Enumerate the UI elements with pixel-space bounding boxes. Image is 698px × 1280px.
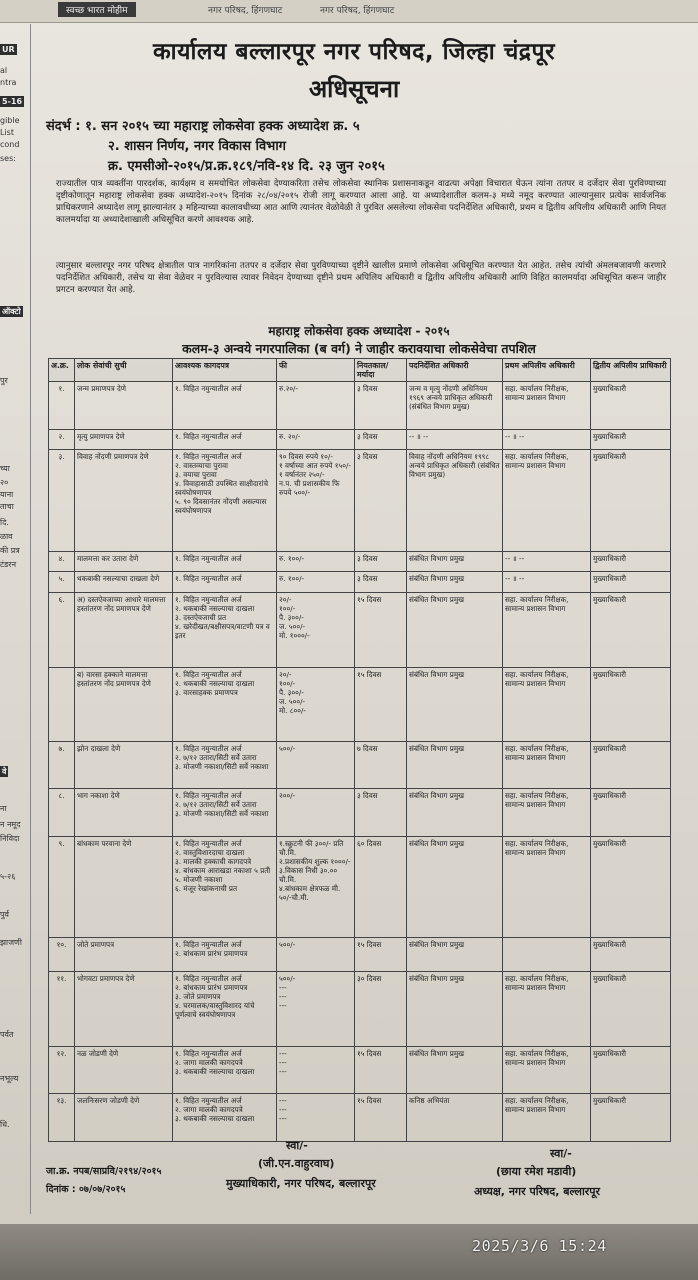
cell-fee: २०/- १००/- पै. ३००/- ज. ५००/- मो. १०००/- bbox=[277, 593, 355, 667]
cell-fee: रु. २०/- bbox=[277, 429, 355, 450]
table-row bbox=[49, 593, 671, 667]
cell-documents: १. विहित नमुन्यातील अर्ज २. वास्तव्याचा पुरावा ३. वयाचा पुरावा ४. विवाहासाठी उपस्थित साक्षीदारांचे स्वयंघोषणापत्र ५. ९० दिवसानंतर नोंदणी असल्यास स्वयंघोषणापत्र bbox=[173, 450, 277, 551]
left-fragment: List bbox=[0, 128, 14, 137]
notice-title: अधिसूचना bbox=[308, 75, 400, 103]
cell-designated-officer: विवाह नोंदणी अधिनियम १९९८ अन्वये प्राधिकृत अधिकारी (संबंधित विभाग प्रमुख) bbox=[407, 450, 503, 551]
cell-time-limit: ३ दिवस bbox=[355, 450, 407, 551]
top-strip-mid-label: नगर परिषद, हिंगणघाट bbox=[208, 6, 283, 16]
cell-time-limit: ६० दिवस bbox=[355, 837, 407, 938]
left-fragment: न नमूद bbox=[0, 820, 21, 829]
cell-second-appellate: मुख्याधिकारी bbox=[591, 1046, 671, 1094]
cell-designated-officer: जन्म व मृत्यु नोंदणी अधिनियम १९६९ अन्वये प्राधिकृत अधिकारी (संबंधित विभाग प्रमुख) bbox=[407, 382, 503, 430]
cell-first-appellate: सहा. कार्यालय निरीक्षक, सामान्य प्रशासन विभाग bbox=[503, 1046, 591, 1094]
left-fragment: पुर bbox=[0, 376, 8, 385]
cell-first-appellate: सहा. कार्यालय निरीक्षक, सामान्य प्रशासन विभाग bbox=[503, 972, 591, 1046]
cell-designated-officer: संबंधित विभाग प्रमुख bbox=[407, 938, 503, 972]
table-row bbox=[49, 551, 671, 572]
cell-serial: ५. bbox=[49, 572, 75, 593]
cell-serial: १२. bbox=[49, 1046, 75, 1094]
table-row bbox=[49, 1046, 671, 1094]
cell-second-appellate: मुख्याधिकारी bbox=[591, 667, 671, 741]
top-strip bbox=[0, 0, 698, 23]
top-strip-left-label: स्वच्छ भारत मोहीम bbox=[58, 2, 136, 17]
cell-documents: १. विहित नमुन्यातील अर्ज २. थकबाकी नसल्याचा दाखला ३. वारसाहक्क प्रमाणपत्र bbox=[173, 667, 277, 741]
cell-designated-officer: संबंधित विभाग प्रमुख bbox=[407, 572, 503, 593]
left-fragment: झाजणी bbox=[0, 938, 22, 947]
cell-serial: १. bbox=[49, 382, 75, 430]
cell-serial: ३. bbox=[49, 450, 75, 551]
cell-fee: ५००/- bbox=[277, 938, 355, 972]
left-fragment: gible bbox=[0, 116, 20, 125]
cell-service: जलनिःसरण जोडणी देणे bbox=[75, 1094, 173, 1142]
cell-time-limit: ३ दिवस bbox=[355, 382, 407, 430]
cell-designated-officer: कनिष्ठ अभियंता bbox=[407, 1094, 503, 1142]
cell-time-limit: ३ दिवस bbox=[355, 572, 407, 593]
cell-documents: १. विहित नमुन्यातील अर्ज २. जागा मालकी कागदपत्रे ३. थकबाकी नसल्याचा दाखला bbox=[173, 1094, 277, 1142]
cell-second-appellate: मुख्याधिकारी bbox=[591, 837, 671, 938]
cell-fee: २०/- १००/- पै. ३००/- ज. ५००/- मो. ८००/- bbox=[277, 667, 355, 741]
table-header-row bbox=[49, 359, 671, 382]
cell-fee: रु. १००/- bbox=[277, 551, 355, 572]
cell-documents: १. विहित नमुन्यातील अर्ज २. वास्तुविशारदाचा दाखला ३. मालकी हक्काची कागदपत्रे ४. बांधकाम आराखडा नकाशा ५ प्रती ५. मोजणी नकाशा ६. मंजूर रेखांकनाची प्रत bbox=[173, 837, 277, 938]
cell-fee: २००/- bbox=[277, 789, 355, 837]
cell-serial: ८. bbox=[49, 789, 75, 837]
cell-serial: ९. bbox=[49, 837, 75, 938]
cell-serial: ४. bbox=[49, 551, 75, 572]
photo-timestamp: 2025/3/6 15:24 bbox=[472, 1237, 607, 1255]
left-signatory-designation: मुख्याधिकारी, नगर परिषद, बल्लारपूर bbox=[226, 1177, 376, 1190]
cell-second-appellate: मुख्याधिकारी bbox=[591, 972, 671, 1046]
intro-paragraph-1: राज्यातील पात्र व्यक्तींना पारदर्शक, कार्यक्षम व समयोचित लोकसेवा देण्याकरिता तसेच लोकसेवा स्थानिक प्रशासनाकडून वाढत्या अपेक्षा विचारात घेऊन त्यांना ततपर व दर्जेदार सेवा पुरविण्याच्या दृष्टीकोणातून महाराष्ट्र लोकसेवा हक्क अध्यादेश-२०१५ दिनांक २८/०४/२०१५ रोजी लागू करण्यात आला आहे. या अध्यादेशातील कलम-३ मध्ये नमूद करण्यात आल्यानुसार प्रत्येक सार्वजनिक प्राधिकरणाने अध्यादेश लागू झाल्यानंतर ३ महिन्याच्या कालावधीच्या आत आणि त्यानंतर वेळोवेळी ते पुरवित असलेल्या लोकसेवा पदनिर्देशित अधिकारी, प्रथम व द्वितीय अपिलीय अधिकारी आणि नियत कालमर्यादा या अध्यादेशाखाली अधिसूचित करणे आवश्यक आहे. bbox=[56, 179, 666, 225]
cell-first-appellate: सहा. कार्यालय निरीक्षक, सामान्य प्रशासन विभाग bbox=[503, 741, 591, 789]
left-fragment: धि. bbox=[0, 1120, 10, 1129]
cell-serial: ११. bbox=[49, 972, 75, 1046]
left-fragment: पुर्व bbox=[0, 910, 9, 919]
cell-fee: --- --- --- bbox=[277, 1046, 355, 1094]
cell-serial: २. bbox=[49, 429, 75, 450]
cell-first-appellate: सहा. कार्यालय निरीक्षक, सामान्य प्रशासन विभाग bbox=[503, 789, 591, 837]
left-fragment: ntra bbox=[0, 78, 17, 87]
cell-service: भाग नकाशा देणे bbox=[75, 789, 173, 837]
cell-first-appellate: सहा. कार्यालय निरीक्षक, सामान्य प्रशासन विभाग bbox=[503, 450, 591, 551]
cell-documents: १. विहित नमुन्यातील अर्ज २. ७/१२ उतारा/सिटी सर्वे उतारा ३. मोजणी नकाशा/सिटी सर्वे नकाशा bbox=[173, 789, 277, 837]
left-fragment: al bbox=[0, 66, 8, 75]
right-signatory-name: (छाया रमेश मडावी) bbox=[496, 1165, 577, 1178]
left-fragment: ऑक्टो bbox=[2, 307, 21, 316]
left-fragment: च्या bbox=[0, 464, 10, 473]
cell-service: झोन दाखला देणे bbox=[75, 741, 173, 789]
cell-documents: १. विहित नमुन्यातील अर्ज bbox=[173, 551, 277, 572]
cell-serial: १०. bbox=[49, 938, 75, 972]
column-header: अ.क्र. bbox=[49, 359, 75, 382]
left-fragment: टंडरन bbox=[0, 560, 17, 569]
left-fragment: की प्रत्र bbox=[0, 546, 20, 555]
cell-fee: रु.२०/- bbox=[277, 382, 355, 430]
cell-fee: --- --- --- bbox=[277, 1094, 355, 1142]
reference-line-3: क्र. एमसीओ-२०१५/प्र.क्र.१८९/नवि-१४ दि. २३ जुन २०१५ bbox=[108, 159, 385, 174]
cell-first-appellate: सहा. कार्यालय निरीक्षक, सामान्य प्रशासन विभाग bbox=[503, 593, 591, 667]
cell-service: अ) दस्तऐवजाच्या आधारे मालमत्ता हस्तांतरण नोंद प्रमाणपत्र देणे bbox=[75, 593, 173, 667]
column-header: प्रथम अपिलीय अधिकारी bbox=[503, 359, 591, 382]
left-fragment: याना bbox=[0, 490, 14, 499]
cell-fee: ५००/- bbox=[277, 741, 355, 789]
right-signature-label: स्वा/- bbox=[550, 1147, 572, 1160]
cell-first-appellate: -- ॥ -- bbox=[503, 551, 591, 572]
cell-serial bbox=[49, 667, 75, 741]
table-row bbox=[49, 572, 671, 593]
cell-time-limit: १५ दिवस bbox=[355, 1094, 407, 1142]
column-header: आवश्यक कागदपत्र bbox=[173, 359, 277, 382]
cell-second-appellate: मुख्याधिकारी bbox=[591, 551, 671, 572]
right-signatory-designation: अध्यक्ष, नगर परिषद, बल्लारपूर bbox=[474, 1185, 601, 1198]
cell-fee: ९० दिवस रुपये १०/- १ वर्षाच्या आत रुपये १५०/- १ वर्षानंतर २५०/- न.प. ची प्रशासकीय फि रुपये ५००/- bbox=[277, 450, 355, 551]
cell-fee: ५००/- --- --- --- bbox=[277, 972, 355, 1046]
cell-time-limit: १५ दिवस bbox=[355, 1046, 407, 1094]
left-fragment: ५-२६ bbox=[0, 872, 16, 881]
services-table bbox=[48, 358, 671, 1142]
table-row bbox=[49, 667, 671, 741]
column-header: लोक सेवांची सुची bbox=[75, 359, 173, 382]
left-fragment: UR bbox=[2, 45, 15, 54]
table-row bbox=[49, 741, 671, 789]
cell-designated-officer: संबंधित विभाग प्रमुख bbox=[407, 837, 503, 938]
cell-designated-officer: संबंधित विभाग प्रमुख bbox=[407, 593, 503, 667]
cell-time-limit: ३ दिवस bbox=[355, 789, 407, 837]
cell-time-limit: १५ दिवस bbox=[355, 593, 407, 667]
services-subheading: कलम-३ अन्वये नगरपालिका (ब वर्ग) ने जाहीर करावयाचा लोकसेवेचा तपशिल bbox=[182, 341, 536, 356]
cell-second-appellate: मुख्याधिकारी bbox=[591, 741, 671, 789]
cell-service: नळ जोडणी देणे bbox=[75, 1046, 173, 1094]
cell-fee: रु. १००/- bbox=[277, 572, 355, 593]
cell-time-limit: ७ दिवस bbox=[355, 741, 407, 789]
left-fragment: ताचा bbox=[0, 502, 14, 511]
table-row bbox=[49, 450, 671, 551]
table-row bbox=[49, 1094, 671, 1142]
left-fragment: २० bbox=[0, 478, 9, 487]
table-row bbox=[49, 938, 671, 972]
cell-time-limit: १५ दिवस bbox=[355, 938, 407, 972]
table-row bbox=[49, 789, 671, 837]
table-row bbox=[49, 382, 671, 430]
notice-date: दिनांक : ०७/०७/२०१५ bbox=[46, 1184, 126, 1195]
cell-time-limit: ३० दिवस bbox=[355, 972, 407, 1046]
table-row bbox=[49, 429, 671, 450]
dispatch-number: जा.क्र. नपब/साप्रवि/२१९४/२०१५ bbox=[46, 1166, 162, 1177]
cell-first-appellate: सहा. कार्यालय निरीक्षक, सामान्य प्रशासन विभाग bbox=[503, 837, 591, 938]
cell-time-limit: १५ दिवस bbox=[355, 667, 407, 741]
cell-second-appellate: मुख्याधिकारी bbox=[591, 593, 671, 667]
cell-documents: १. विहित नमुन्यातील अर्ज २. ७/१२ उतारा/सिटी सर्वे उतारा ३. मोजणी नकाशा/सिटी सर्वे नकाशा bbox=[173, 741, 277, 789]
cell-serial: ६. bbox=[49, 593, 75, 667]
cell-service: थकबाकी नसल्याचा दाखला देणे bbox=[75, 572, 173, 593]
cell-documents: १. विहित नमुन्यातील अर्ज bbox=[173, 429, 277, 450]
official-notice bbox=[34, 28, 684, 1223]
cell-first-appellate: सहा. कार्यालय निरीक्षक, सामान्य प्रशासन विभाग bbox=[503, 667, 591, 741]
column-header: पदनिर्देशित अधिकारी bbox=[407, 359, 503, 382]
left-fragment: पर्वत bbox=[0, 1030, 14, 1039]
left-fragment: ses: bbox=[0, 154, 16, 163]
column-header: नियतकाल/ मर्यादा bbox=[355, 359, 407, 382]
column-header: द्वितीय अपिलीय प्राधिकारी bbox=[591, 359, 671, 382]
cell-service: ब) वारसा हक्काने मालमत्ता हस्तांतरण नोंद प्रमाणपत्र देणे bbox=[75, 667, 173, 741]
cell-documents: १. विहित नमुन्यातील अर्ज २. बांधकाम प्रारंभ प्रमाणपत्र ३. जोते प्रमाणपत्र ४. घरमालक/वास्तुविशारद यांचे पूर्णत्वाचे स्वयंघोषणापत्र bbox=[173, 972, 277, 1046]
left-fragment: दि. bbox=[0, 518, 9, 527]
left-fragment: 5-16 bbox=[2, 97, 23, 106]
cell-time-limit: ३ दिवस bbox=[355, 551, 407, 572]
left-fragment: ना bbox=[0, 804, 7, 813]
left-fragment: cond bbox=[0, 140, 20, 149]
cell-second-appellate: मुख्याधिकारी bbox=[591, 429, 671, 450]
intro-paragraph-2: त्यानुसार बल्लारपूर नगर परिषद क्षेत्रातील पात्र नागरिकांना ततपर व दर्जेदार सेवा पुरविण्याच्या दृष्टीने खालील प्रमाणे लोकसेवा अधिसूचित करण्यात येत आहेत. तसेच त्यांची अंमलबजावणी करणारे पदनिर्देशित अधिकारी, तसेच या सेवा वेळेवर न पुरविल्यास त्यावर निवेदन देण्याच्या दृष्टीने प्रथम अपिलिय अधिकारी व द्वितीय अपिलीय अधिकारी आणि विहित कालमर्यादा अधिसूचित करून जाहीर प्रगटन करण्यात येत आहे. bbox=[56, 261, 666, 295]
cell-second-appellate: मुख्याधिकारी bbox=[591, 382, 671, 430]
cell-first-appellate: -- ॥ -- bbox=[503, 429, 591, 450]
cell-second-appellate: मुख्याधिकारी bbox=[591, 450, 671, 551]
cell-second-appellate: मुख्याधिकारी bbox=[591, 572, 671, 593]
cell-first-appellate: सहा. कार्यालय निरीक्षक, सामान्य प्रशासन विभाग bbox=[503, 382, 591, 430]
cell-second-appellate: मुख्याधिकारी bbox=[591, 789, 671, 837]
cell-serial: १३. bbox=[49, 1094, 75, 1142]
cell-documents: १. विहित नमुन्यातील अर्ज bbox=[173, 382, 277, 430]
table-row bbox=[49, 972, 671, 1046]
adjacent-column-fragments bbox=[0, 24, 31, 1214]
cell-service: जन्म प्रमाणपत्र देणे bbox=[75, 382, 173, 430]
cell-first-appellate: सहा. कार्यालय निरीक्षक, सामान्य प्रशासन विभाग bbox=[503, 1094, 591, 1142]
left-fragment: निविदा bbox=[0, 834, 20, 843]
office-heading: कार्यालय बल्लारपूर नगर परिषद, जिल्हा चंद्रपूर bbox=[152, 39, 555, 65]
table-row bbox=[49, 837, 671, 938]
reference-line-2: २. शासन निर्णय, नगर विकास विभाग bbox=[108, 139, 287, 154]
cell-designated-officer: संबंधित विभाग प्रमुख bbox=[407, 551, 503, 572]
cell-documents: १. विहित नमुन्यातील अर्ज २. बांधकाम प्रारंभ प्रमाणपत्र bbox=[173, 938, 277, 972]
cell-first-appellate: -- ॥ -- bbox=[503, 572, 591, 593]
column-header: फी bbox=[277, 359, 355, 382]
left-signatory-name: (जी.एन.वाहुरवाघ) bbox=[258, 1157, 335, 1170]
cell-serial: ७. bbox=[49, 741, 75, 789]
cell-service: भोगवटा प्रमाणपत्र देणे bbox=[75, 972, 173, 1046]
cell-service: बांधकाम परवाना देणे bbox=[75, 837, 173, 938]
cell-designated-officer: संबंधित विभाग प्रमुख bbox=[407, 789, 503, 837]
cell-designated-officer: संबंधित विभाग प्रमुख bbox=[407, 1046, 503, 1094]
cell-service: जोते प्रमाणपत्र bbox=[75, 938, 173, 972]
ordinance-subheading: महाराष्ट्र लोकसेवा हक्क अध्यादेश - २०१५ bbox=[268, 324, 450, 338]
left-fragment: नभूल्य bbox=[0, 1074, 19, 1083]
cell-service: मृत्यु प्रमाणपत्र देणे bbox=[75, 429, 173, 450]
cell-fee: १.स्क्रुटनी फी ३००/- प्रति चौ.मि. २.प्रशासकीय शुल्क १०००/- ३.विकास निधी ३०.०० चौ.मि. ४.बांधकाम क्षेत्रफळ मी. ५०/-चौ.मी. bbox=[277, 837, 355, 938]
cell-second-appellate: मुख्याधिकारी bbox=[591, 938, 671, 972]
cell-documents: १. विहित नमुन्यातील अर्ज २. थकबाकी नसल्याचा दाखला ३. दस्तऐवजाची प्रत ४. खरेदीखत/बक्षीसपत्र/वाटणी पत्र व इतर bbox=[173, 593, 277, 667]
cell-service: मालमत्ता कर उतारा देणे bbox=[75, 551, 173, 572]
left-signature-label: स्वा/- bbox=[286, 1139, 308, 1152]
cell-second-appellate: मुख्याधिकारी bbox=[591, 1094, 671, 1142]
cell-service: विवाह नोंदणी प्रमाणपत्र देणे bbox=[75, 450, 173, 551]
cell-first-appellate bbox=[503, 938, 591, 972]
cell-documents: १. विहित नमुन्यातील अर्ज bbox=[173, 572, 277, 593]
left-fragment: ळाव bbox=[0, 532, 13, 541]
cell-time-limit: ३ दिवस bbox=[355, 429, 407, 450]
left-fragment: वे bbox=[2, 767, 7, 776]
top-strip-right-label: नगर परिषद, हिंगणघाट bbox=[320, 6, 395, 16]
cell-designated-officer: संबंधित विभाग प्रमुख bbox=[407, 741, 503, 789]
cell-designated-officer: संबंधित विभाग प्रमुख bbox=[407, 667, 503, 741]
cell-designated-officer: संबंधित विभाग प्रमुख bbox=[407, 972, 503, 1046]
reference-line-1: संदर्भ : १. सन २०१५ च्या महाराष्ट्र लोकसेवा हक्क अध्यादेश क्र. ५ bbox=[46, 119, 360, 134]
cell-documents: १. विहित नमुन्यातील अर्ज २. जागा मालकी कागदपत्रे ३. थकबाकी नसल्याचा दाखला bbox=[173, 1046, 277, 1094]
cell-designated-officer: -- ॥ -- bbox=[407, 429, 503, 450]
